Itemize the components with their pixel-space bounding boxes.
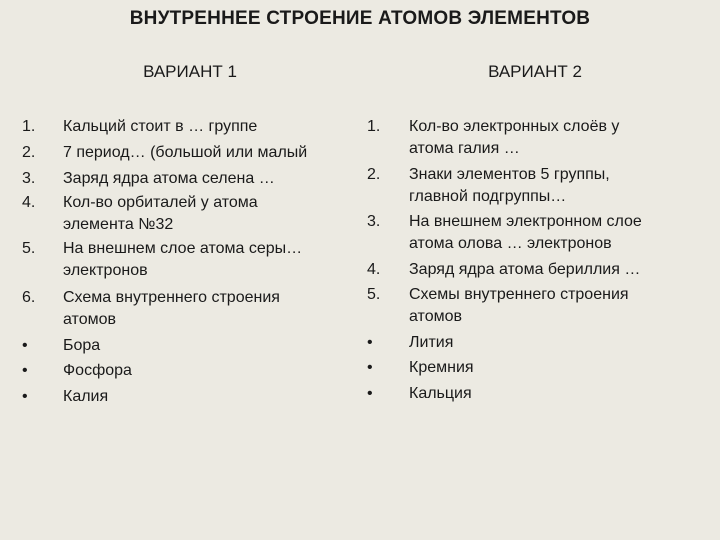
list-marker: 4. [367, 261, 381, 278]
list-bullet: • [367, 385, 373, 402]
list-item: Бора [63, 337, 101, 354]
list-bullet: • [22, 362, 28, 379]
list-item: Заряд ядра атома бериллия … [409, 261, 641, 278]
list-item: Фосфора [63, 362, 132, 379]
list-item: Кол-во электронных слоёв у атома галия … [409, 118, 620, 157]
list-marker: 3. [367, 213, 381, 230]
list-item: На внешнем слое атома серы… электронов [63, 240, 303, 279]
list-bullet: • [367, 359, 373, 376]
list-marker: 5. [22, 240, 36, 257]
list-item: Калия [63, 388, 109, 405]
list-marker: 5. [367, 286, 381, 303]
list-marker: 1. [367, 118, 381, 135]
list-marker: 6. [22, 289, 36, 306]
list-marker: 1. [22, 118, 36, 135]
list-item: Схемы внутреннего строения атомов [409, 286, 629, 325]
list-item: 7 период… (большой или малый [63, 144, 308, 161]
variant-1-header: ВАРИАНТ 1 [143, 62, 237, 81]
list-item: Кальций стоит в … группе [63, 118, 258, 135]
list-bullet: • [22, 337, 28, 354]
list-marker: 2. [367, 166, 381, 183]
list-bullet: • [367, 334, 373, 351]
list-item: Знаки элементов 5 группы, главной подгруппы… [409, 166, 610, 205]
variant-2-header: ВАРИАНТ 2 [488, 62, 582, 81]
list-item: Схема внутреннего строения атомов [63, 289, 280, 328]
list-item: Кремния [409, 359, 474, 376]
list-marker: 4. [22, 194, 36, 211]
list-item: На внешнем электронном слое атома олова … электронов [409, 213, 642, 252]
list-item: Лития [409, 334, 454, 351]
list-item: Кальция [409, 385, 472, 402]
list-item: Заряд ядра атома селена … [63, 170, 275, 187]
list-marker: 3. [22, 170, 36, 187]
page-title: ВНУТРЕННЕЕ СТРОЕНИЕ АТОМОВ ЭЛЕМЕНТОВ [129, 8, 591, 29]
list-bullet: • [22, 388, 28, 405]
list-marker: 2. [22, 144, 36, 161]
list-item: Кол-во орбиталей у атома элемента №32 [63, 194, 258, 233]
